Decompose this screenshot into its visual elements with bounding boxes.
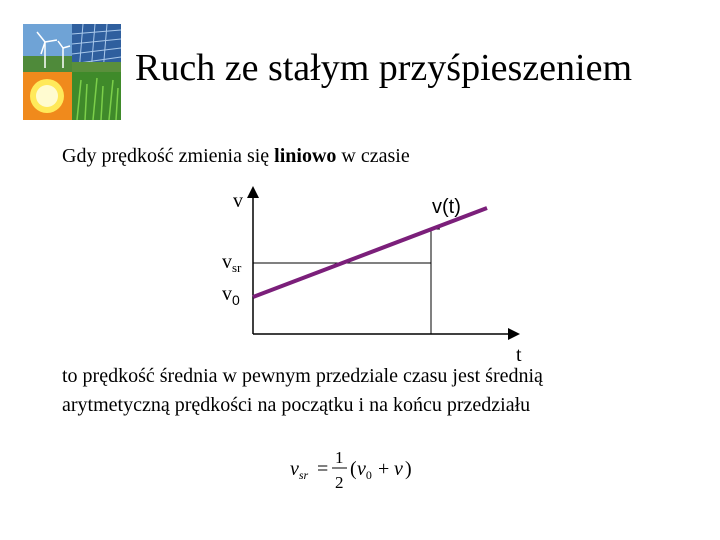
formula-lhs-sub: sr	[298, 468, 309, 482]
formula-term1-main: v	[357, 458, 366, 480]
curve-label: v(t)	[432, 196, 461, 218]
formula-denominator: 2	[335, 473, 344, 492]
conclusion-line-1: to prędkość średnia w pewnym przedziale czasu jest średnią	[62, 365, 543, 387]
intro-bold-word: liniowo	[274, 145, 337, 167]
formula-equals: =	[317, 458, 329, 480]
slide-title: Ruch ze stałym przyśpieszeniem	[135, 47, 633, 89]
svg-text:v0	[357, 458, 372, 482]
intro-text-after: w czasie	[336, 145, 410, 167]
v0-label	[222, 283, 240, 308]
formula-plus: +	[378, 458, 390, 480]
formula-paren-open: (	[350, 458, 357, 480]
x-axis-label: t	[516, 344, 522, 366]
svg-text:vsr	[290, 458, 309, 482]
vsr-label	[222, 251, 242, 275]
vsr-label-sub: sr	[232, 260, 242, 275]
formula-term1-sub: 0	[365, 468, 372, 482]
formula-paren-close: )	[405, 458, 412, 480]
v0-label-main: v	[222, 283, 232, 305]
conclusion-line-2: arytmetyczną prędkości na początku i na końcu przedziału	[62, 394, 531, 416]
formula-term2: v	[394, 458, 403, 480]
intro-text-before: Gdy prędkość zmienia się	[62, 145, 275, 167]
v0-label-sub: 0	[232, 292, 240, 308]
average-velocity-formula	[288, 446, 418, 496]
formula-lhs-main: v	[290, 458, 299, 480]
y-axis-label: v	[233, 190, 243, 212]
conclusion-text	[62, 362, 702, 420]
formula-numerator: 1	[335, 448, 344, 467]
vsr-label-main: v	[222, 251, 232, 273]
velocity-line	[253, 208, 487, 297]
